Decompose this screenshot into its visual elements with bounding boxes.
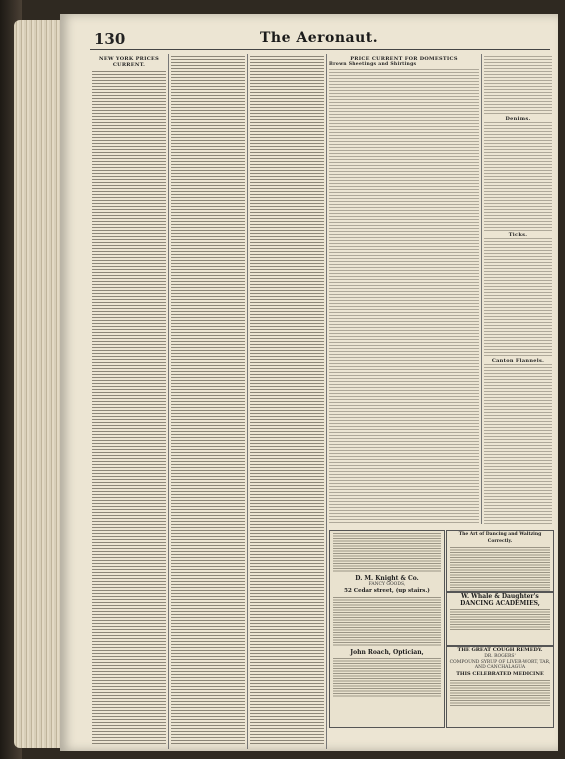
domestics-heading: PRICE CURRENT FOR DOMESTICS <box>350 56 458 62</box>
header-rule <box>90 49 550 50</box>
advertisement-whale <box>446 592 554 646</box>
advertisement-cough-remedy <box>446 646 554 728</box>
ad-cough-items: COMPOUND SYRUP OF LIVER-WORT, TAR, AND CANCHALAGUA <box>449 659 551 670</box>
ad-dancing-art-title: The Art of Dancing and Waltzing Correctly. <box>458 532 542 544</box>
domestics-column <box>329 56 479 526</box>
ad-knight-address: 52 Cedar street, (up stairs.) <box>344 587 430 594</box>
advertisement-knight <box>329 530 445 728</box>
newspaper-page <box>60 14 558 751</box>
ad-whale-subtitle: DANCING ACADEMIES, <box>460 600 540 607</box>
page-number: 130 <box>94 30 126 48</box>
page-edges <box>14 20 66 748</box>
ad-cough-footer: THIS CELEBRATED MEDICINE <box>456 670 544 677</box>
ad-cough-subtitle: DR. ROGERS' <box>484 654 516 659</box>
domestics-column-2 <box>484 56 552 526</box>
canton-flannels-heading: Canton Flannels. <box>491 358 545 364</box>
ad-knight-title: D. M. Knight & Co. <box>355 575 419 582</box>
prices-column-2 <box>171 56 245 746</box>
prices-column-3 <box>250 56 324 746</box>
masthead-title: The Aeronaut. <box>260 30 379 46</box>
ticks-heading: Ticks. <box>508 232 528 238</box>
ad-knight-line: FANCY GOODS, <box>368 582 406 587</box>
ad-roach-title: John Roach, Optician, <box>350 648 424 656</box>
domestics-subheading: Brown Sheetings and Shirtings <box>329 62 417 67</box>
ad-cough-title: THE GREAT COUGH REMEDY. <box>457 647 543 653</box>
prices-heading: NEW YORK PRICES CURRENT. <box>98 56 160 68</box>
denims-heading: Denims. <box>505 116 531 122</box>
ad-whale-title: W. Whale & Daughter's <box>461 593 539 600</box>
advertisement-dancing-art <box>446 530 554 592</box>
prices-column-1 <box>92 56 166 746</box>
